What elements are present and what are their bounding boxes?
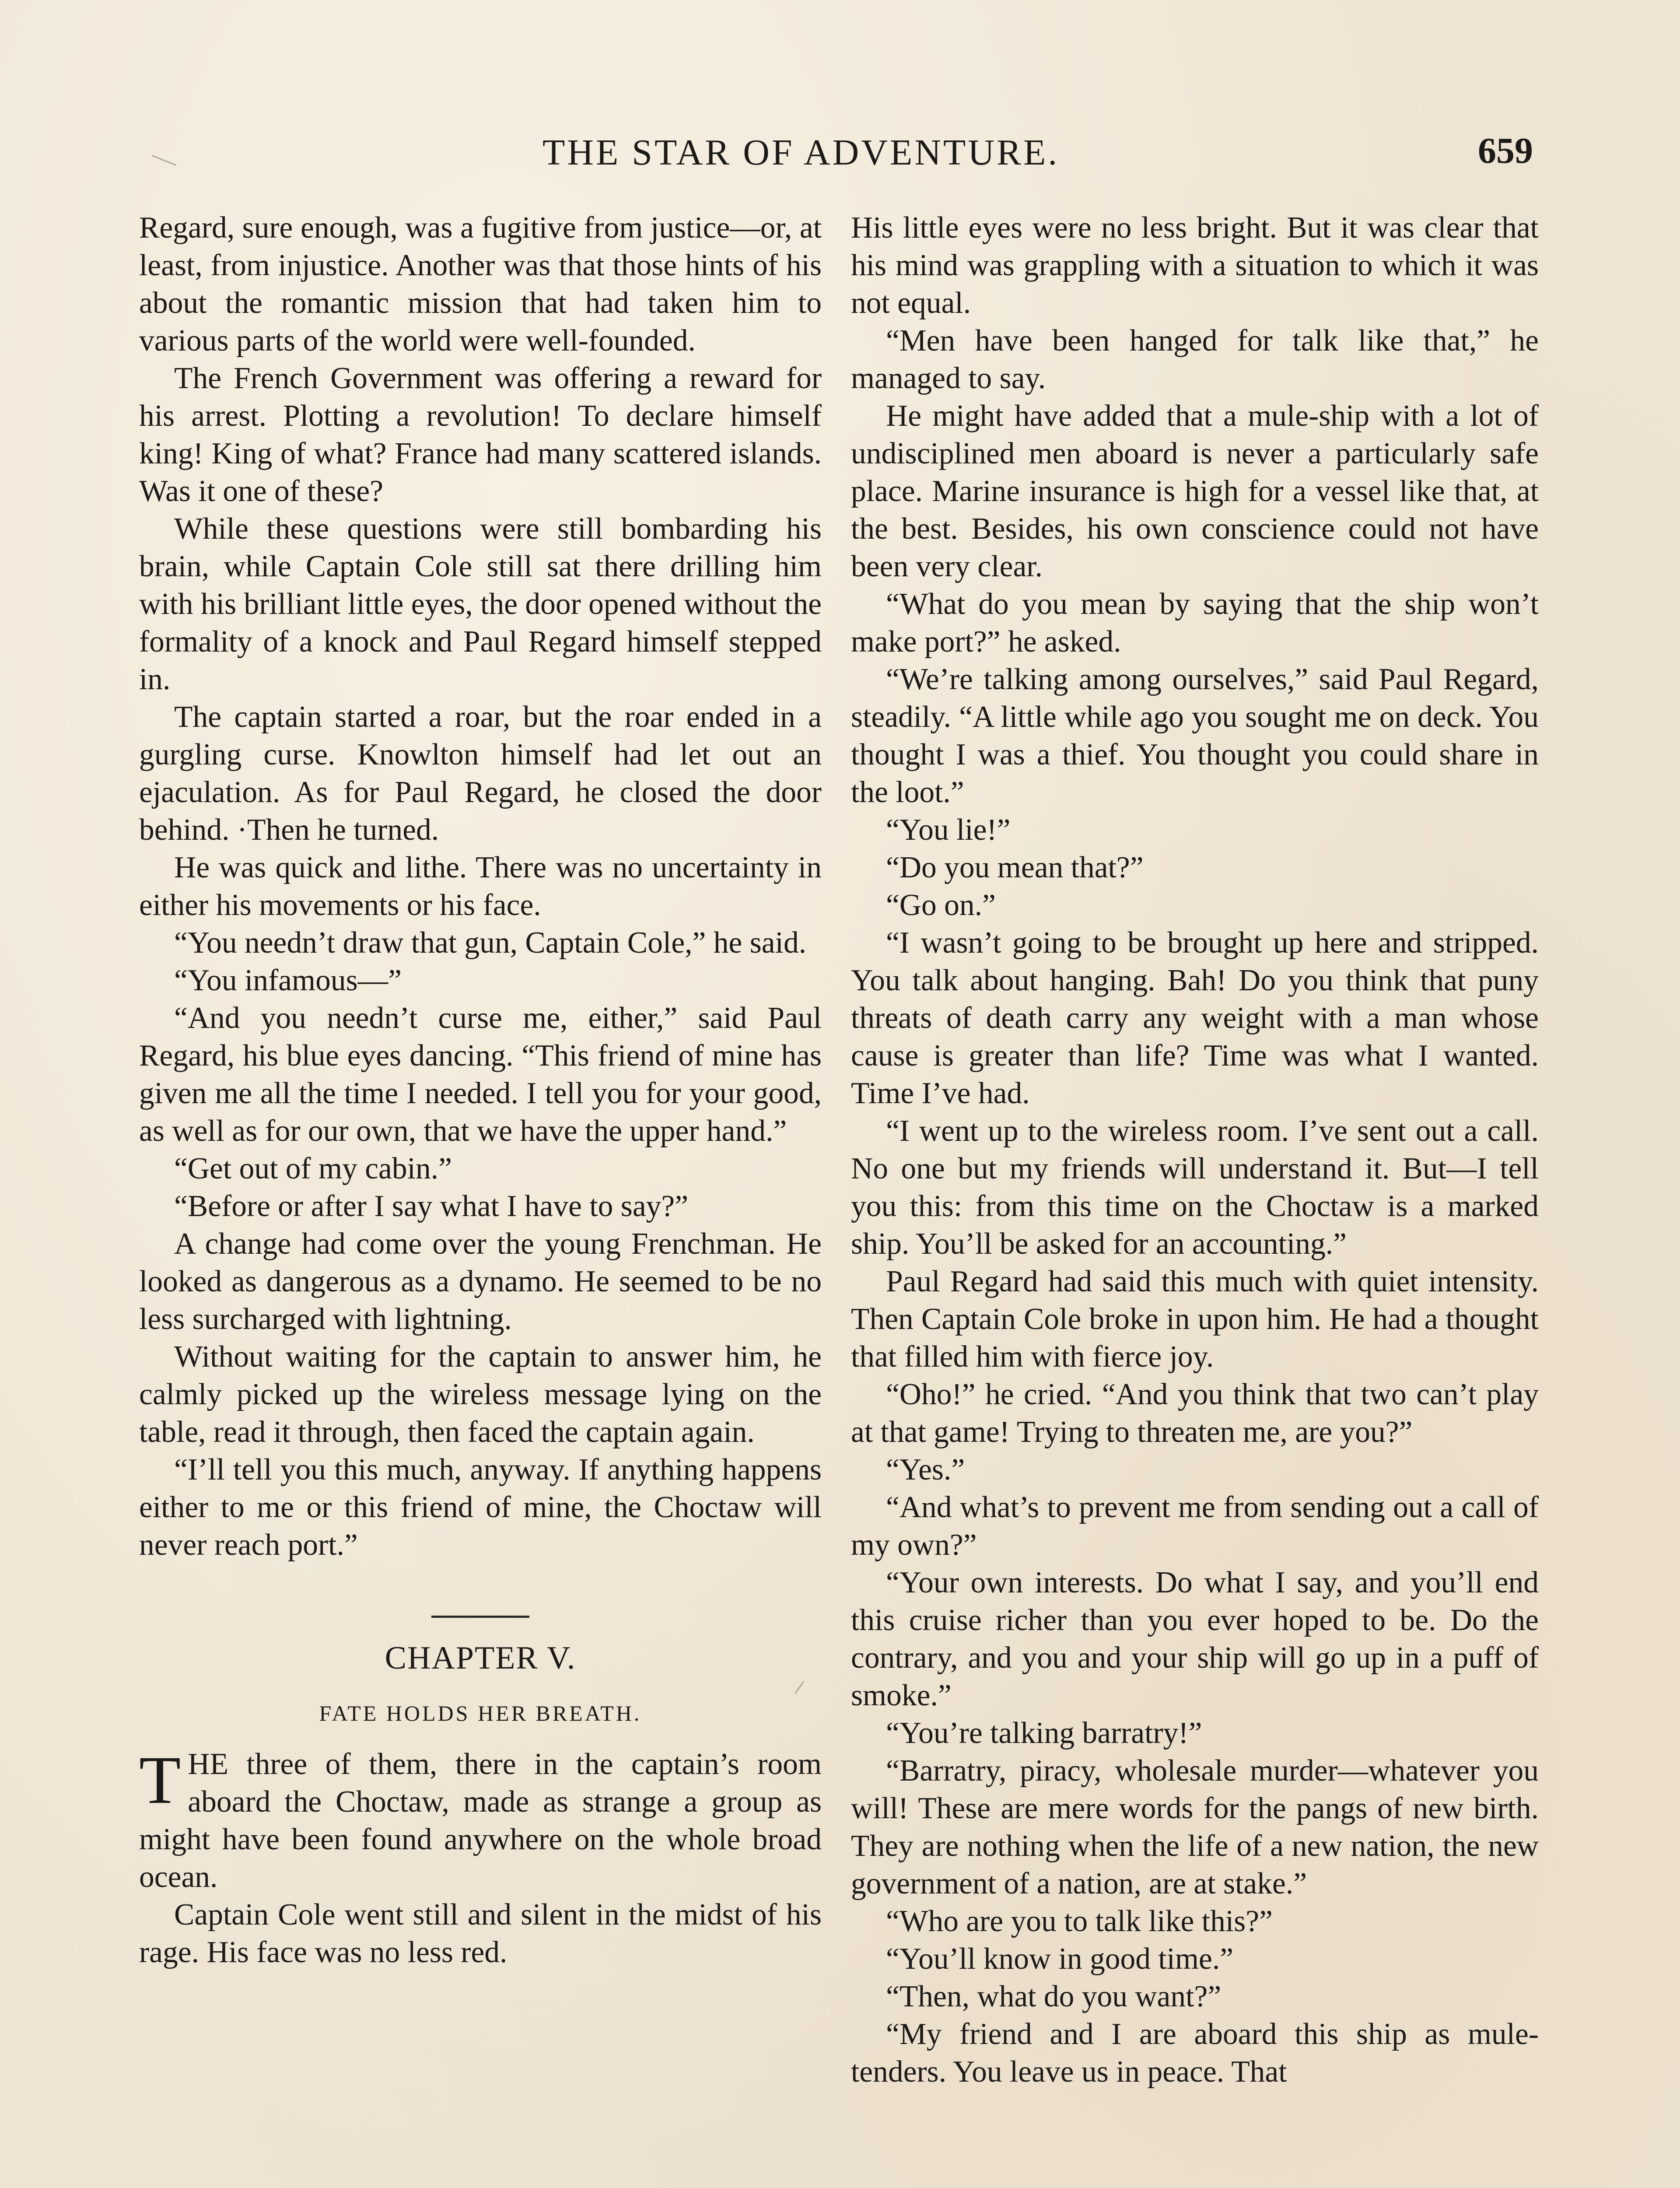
- paragraph: “My friend and I are aboard this ship as mule-tenders. You leave us in peace. That: [851, 2017, 1539, 2089]
- page-number: 659: [1478, 130, 1533, 171]
- paragraph: He was quick and lithe. There was no uncertainty in either his movements or his face.: [139, 851, 822, 922]
- paragraph: “Men have been hanged for talk like that,” he managed to say.: [851, 324, 1539, 395]
- left-column: [139, 209, 822, 1971]
- paragraph: “And what’s to prevent me from sending out a call of my own?”: [851, 1490, 1539, 1562]
- paragraph: Paul Regard had said this much with quiet intensity. Then Captain Cole broke in upon him. He had a thought that filled him with fierce joy.: [851, 1265, 1539, 1374]
- paragraph: “What do you mean by saying that the ship won’t make port?” he asked.: [851, 587, 1539, 659]
- paragraph: “You’re talking barratry!”: [886, 1716, 1202, 1750]
- paragraph: “You lie!”: [886, 813, 1011, 847]
- paragraph: Without waiting for the captain to answer him, he calmly picked up the wireless message lying on the table, read it through, then faced the captain again.: [139, 1340, 822, 1449]
- chapter-subtitle: FATE HOLDS HER BREATH.: [319, 1701, 642, 1725]
- paragraph: “I’ll tell you this much, anyway. If anything happens either to me or this friend of mine, the Choctaw will never reach port.”: [139, 1453, 822, 1562]
- paragraph: “Do you mean that?”: [886, 851, 1144, 884]
- paragraph: The French Government was offering a reward for his arrest. Plotting a revolution! To declare himself king! King of what? France had many scattered islands. Was it one of these?: [139, 361, 822, 508]
- paragraph: “Who are you to talk like this?”: [886, 1904, 1273, 1938]
- paragraph: “Then, what do you want?”: [886, 1980, 1222, 2013]
- paragraph: While these questions were still bombarding his brain, while Captain Cole still sat there drilling him with his brilliant little eyes, the door opened without the formality of a knock and Paul Regard himself stepped in.: [139, 512, 822, 696]
- paragraph: “You needn’t draw that gun, Captain Cole,” he said.: [174, 926, 807, 960]
- paragraph: “You infamous—”: [174, 964, 402, 997]
- paragraph: “Before or after I say what I have to say?”: [174, 1189, 689, 1223]
- paragraph: “We’re talking among ourselves,” said Paul Regard, steadily. “A little while ago you sought me on deck. You thought I was a thief. You thought you could share in the loot.”: [851, 663, 1539, 809]
- paragraph: “I went up to the wireless room. I’ve sent out a call. No one but my friends will understand it. But—I tell you this: from this time on the Choctaw is a marked ship. You’ll be asked for an accounting.”: [851, 1114, 1539, 1261]
- chapter-opening-text: HE three of them, there in the captain’s room aboard the Choctaw, made as strange a group as might have been found anywhere on the whole broad ocean.: [139, 1747, 822, 1894]
- paragraph: His little eyes were no less bright. But it was clear that his mind was grappling with a situation to which it was not equal.: [851, 211, 1539, 320]
- paragraph: He might have added that a mule-ship with a lot of undisciplined men aboard is never a particularly safe place. Marine insurance is high for a vessel like that, at the best. Besides, his own conscience could not have been very clear.: [851, 399, 1539, 583]
- paragraph: “Get out of my cabin.”: [174, 1152, 452, 1185]
- paragraph: A change had come over the young Frenchman. He looked as dangerous as a dynamo. He seemed to be no less surcharged with lightning.: [139, 1227, 822, 1336]
- paragraph: “Go on.”: [886, 888, 996, 922]
- paragraph: “I wasn’t going to be brought up here and stripped. You talk about hanging. Bah! Do you think that puny threats of death carry any weight with a man whose cause is greater than life? Time was what I wanted. Time I’ve had.: [851, 926, 1539, 1110]
- paragraph: The captain started a roar, but the roar ended in a gurgling curse. Knowlton himself had let out an ejaculation. As for Paul Regard, he closed the door behind. ·Then he turned.: [139, 700, 822, 847]
- paragraph: “Barratry, piracy, wholesale murder—whatever you will! These are mere words for the pangs of new birth. They are nothing when the life of a new nation, the new government of a nation, are at stake.”: [851, 1754, 1539, 1900]
- running-header-title: THE STAR OF ADVENTURE.: [542, 132, 1060, 173]
- paragraph: Regard, sure enough, was a fugitive from justice—or, at least, from injustice. Another was that those hints of his about the romantic mission that had taken him to various parts of the world were well-founded.: [139, 211, 822, 358]
- paragraph: “Yes.”: [886, 1453, 965, 1487]
- paragraph: Captain Cole went still and silent in the midst of his rage. His face was no less red.: [139, 1898, 822, 1969]
- drop-cap: T: [139, 1742, 181, 1818]
- chapter-title: CHAPTER V.: [385, 1640, 576, 1676]
- right-column: [851, 209, 1539, 2091]
- chapter-divider-rule: [431, 1616, 529, 1618]
- paragraph: “Your own interests. Do what I say, and you’ll end this cruise richer than you ever hoped to be. Do the contrary, and you and your ship will go up in a puff of smoke.”: [851, 1566, 1539, 1712]
- paragraph: “Oho!” he cried. “And you think that two can’t play at that game! Trying to threaten me, are you?”: [851, 1378, 1539, 1449]
- paragraph: “And you needn’t curse me, either,” said Paul Regard, his blue eyes dancing. “This friend of mine has given me all the time I needed. I tell you for your good, as well as for our own, that we have the upper hand.”: [139, 1001, 822, 1148]
- chapter-opening-paragraph: [139, 1742, 822, 1896]
- paragraph: “You’ll know in good time.”: [886, 1942, 1234, 1976]
